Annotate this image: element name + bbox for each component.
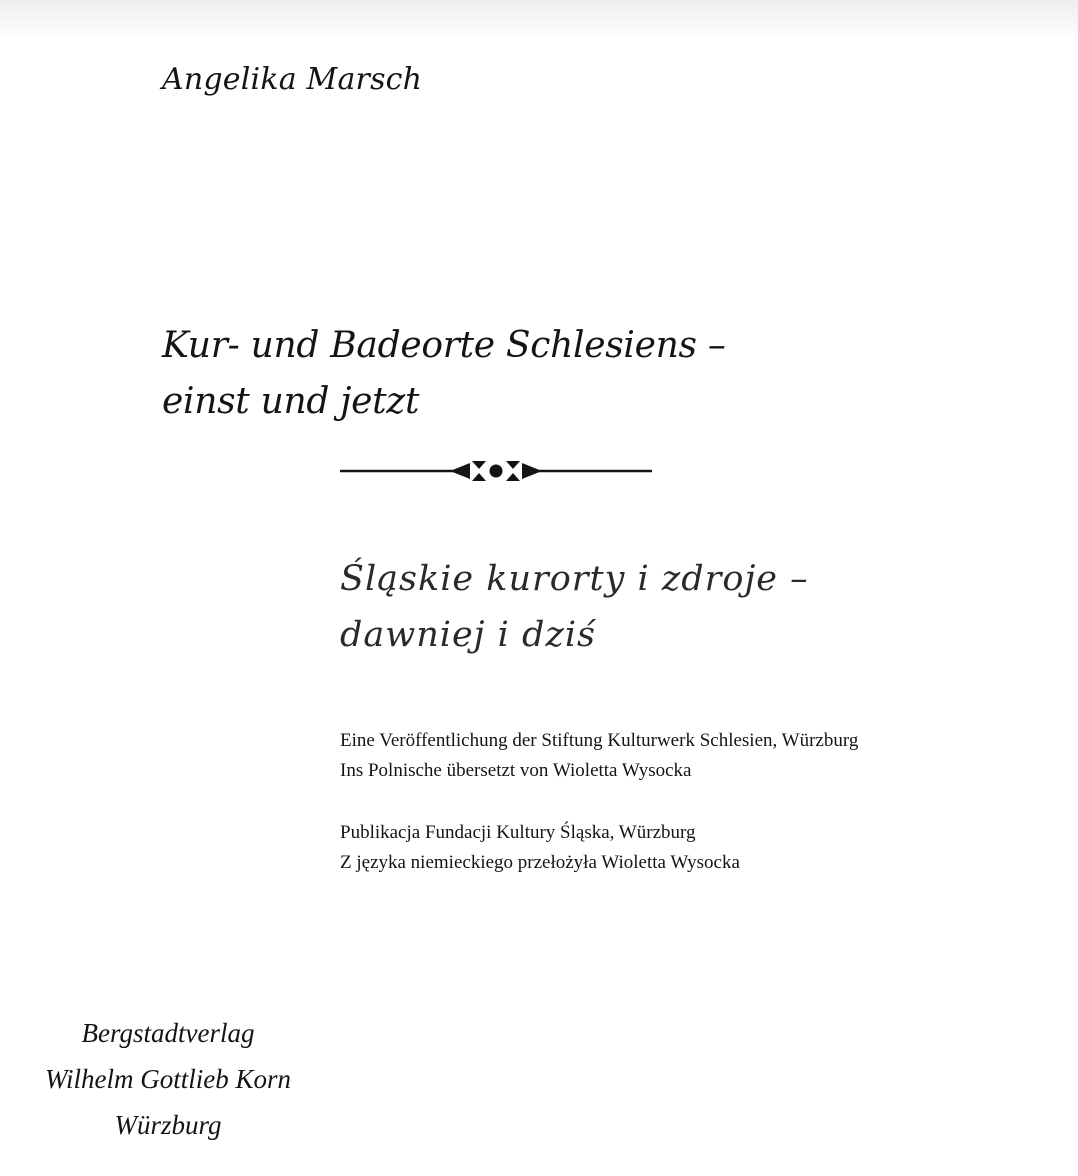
title-german <box>162 318 726 430</box>
title-german-line-2: einst und jetzt <box>162 381 420 422</box>
title-polish <box>340 551 809 663</box>
notes-spacer <box>340 786 858 818</box>
page-top-shadow <box>0 0 1078 40</box>
ornament-divider <box>340 458 652 484</box>
ornament-right-upper-triangle <box>506 461 520 469</box>
publisher-block <box>0 1010 336 1148</box>
title-polish-line-2: dawniej i dziś <box>340 615 596 655</box>
note-polish-publication: Publikacja Fundacji Kultury Śląska, Würzburg <box>340 822 696 843</box>
publisher-house: Wilhelm Gottlieb Korn <box>45 1064 291 1094</box>
note-german-publication: Eine Veröffentlichung der Stiftung Kulturwerk Schlesien, Würzburg <box>340 730 859 751</box>
ornament-right-lower-triangle <box>506 473 520 481</box>
note-polish-translation: Z języka niemieckiego przełożyła Wioletta Wysocka <box>340 852 740 873</box>
author-name: Angelika Marsch <box>162 62 423 97</box>
ornament-left-upper-triangle <box>472 461 486 469</box>
title-german-line-1: Kur- und Badeorte Schlesiens – <box>162 325 726 366</box>
ornament-center-dot <box>490 465 503 478</box>
ornament-left-lower-triangle <box>472 473 486 481</box>
note-german-translation: Ins Polnische übersetzt von Wioletta Wysocka <box>340 760 692 781</box>
ornament-left-arrow <box>450 463 470 479</box>
publication-notes <box>340 726 858 878</box>
ornament-right-arrow <box>522 463 542 479</box>
publisher-name: Bergstadtverlag <box>81 1018 255 1048</box>
publisher-city: Würzburg <box>114 1110 222 1140</box>
title-polish-line-1: Śląskie kurorty i zdroje – <box>340 559 809 599</box>
